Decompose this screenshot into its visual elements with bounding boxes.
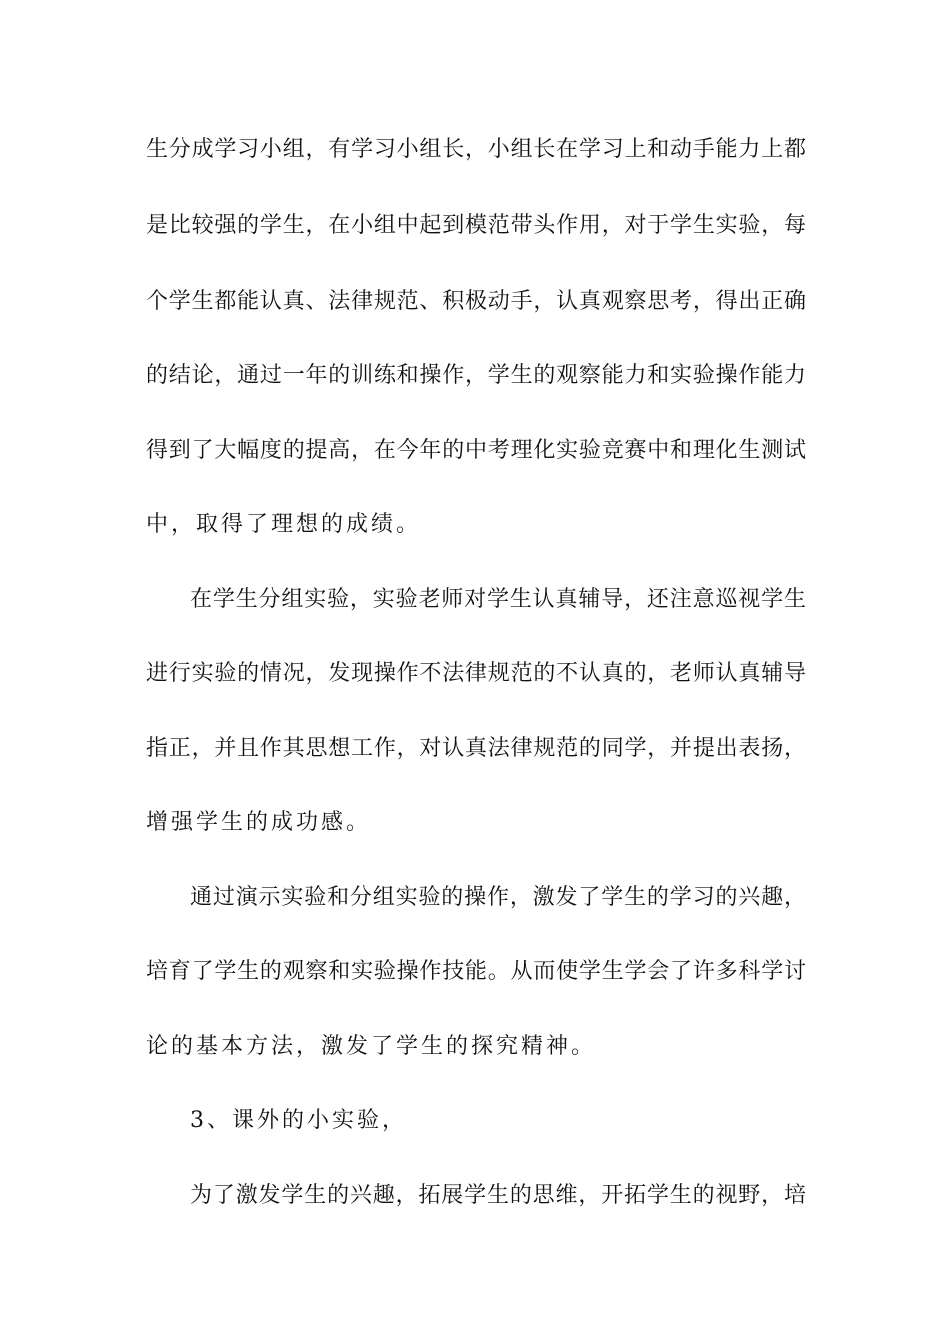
body-text-line: 是比较强的学生，在小组中起到模范带头作用，对于学生实验，每	[146, 213, 806, 238]
section-heading: 3、课外的小实验，	[190, 1108, 407, 1133]
body-text-line: 论的基本方法，激发了学生的探究精神。	[146, 1034, 597, 1059]
body-text-line: 增强学生的成功感。	[146, 810, 372, 835]
body-text-line: 指正，并且作其思想工作，对认真法律规范的同学，并提出表扬，	[146, 736, 806, 761]
body-text-line: 通过演示实验和分组实验的操作，激发了学生的学习的兴趣，	[190, 885, 806, 910]
body-text-line: 个学生都能认真、法律规范、积极动手，认真观察思考，得出正确	[146, 289, 806, 314]
body-text-line: 中，取得了理想的成绩。	[146, 512, 422, 537]
body-text-line: 生分成学习小组，有学习小组长，小组长在学习上和动手能力上都	[146, 137, 806, 162]
body-text-line: 在学生分组实验，实验老师对学生认真辅导，还注意巡视学生	[190, 587, 806, 612]
body-text-line: 进行实验的情况，发现操作不法律规范的不认真的，老师认真辅导	[146, 661, 806, 686]
body-text-line: 的结论，通过一年的训练和操作，学生的观察能力和实验操作能力	[146, 363, 806, 388]
body-text-line: 为了激发学生的兴趣，拓展学生的思维，开拓学生的视野，培	[190, 1183, 806, 1208]
body-text-line: 得到了大幅度的提高，在今年的中考理化实验竞赛中和理化生测试	[146, 438, 806, 463]
body-text-line: 培育了学生的观察和实验操作技能。从而使学生学会了许多科学讨	[146, 959, 806, 984]
